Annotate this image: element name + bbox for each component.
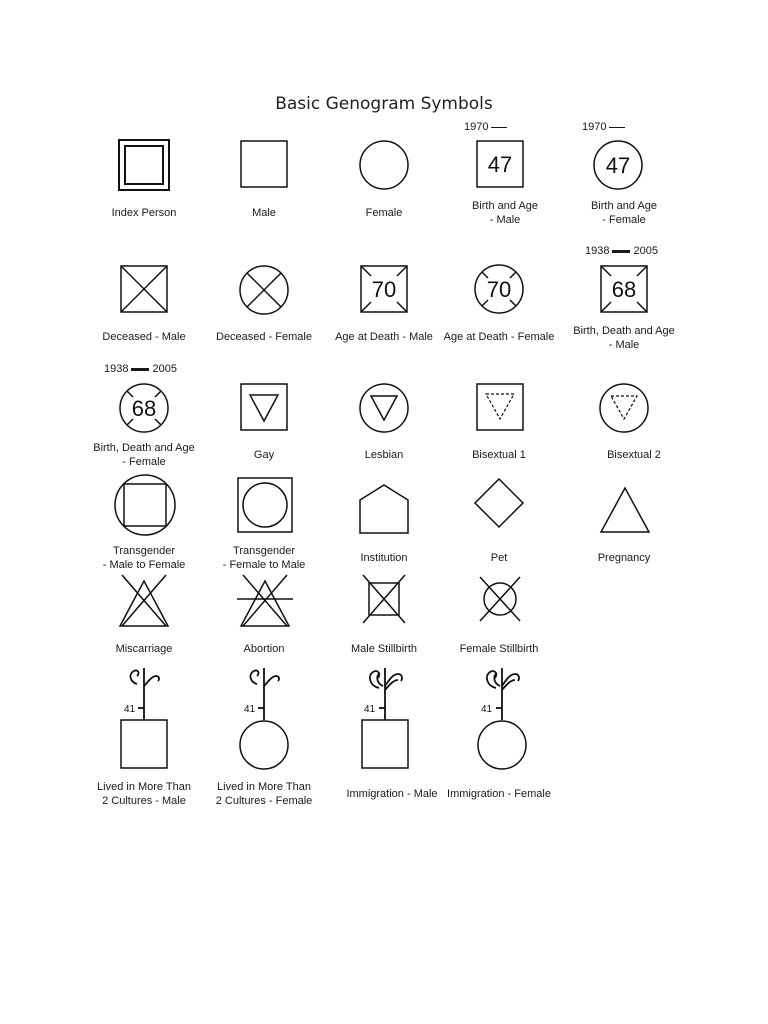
birth-year: 1938 <box>585 245 610 257</box>
cultures-male-label <box>79 780 209 808</box>
deceased-female-icon <box>239 265 289 315</box>
age-text: 41 <box>244 704 256 715</box>
cultures-male-icon <box>110 664 180 776</box>
page-title: Basic Genogram Symbols <box>275 94 493 114</box>
birth-year: 1970 <box>464 121 489 133</box>
immigration-male-icon <box>350 664 420 776</box>
male-square-icon <box>240 140 288 188</box>
label-line-2: - Male <box>608 339 640 351</box>
label-line-1: Lived in More Than <box>97 781 191 793</box>
female-label: Female <box>365 207 403 219</box>
birth-year-text <box>464 121 510 133</box>
birth-year: 1938 <box>104 363 129 375</box>
deceased-male-label: Deceased - Male <box>102 331 186 343</box>
pet-label: Pet <box>490 552 508 564</box>
deceased-male-icon <box>120 265 168 313</box>
birth-age-male-label <box>440 199 570 227</box>
age-text: 41 <box>364 704 376 715</box>
birth-death-age-male-label <box>559 324 689 352</box>
birth-year-text <box>582 121 628 133</box>
age-death-male-icon <box>360 265 408 313</box>
transgender-female-to-male-icon <box>237 477 293 533</box>
bisexual-2-icon <box>599 383 649 433</box>
cultures-female-label <box>199 780 329 808</box>
label-line-2: - Male <box>489 214 521 226</box>
death-year: 2005 <box>152 363 177 375</box>
age-death-female-icon <box>474 264 524 314</box>
miscarriage-label: Miscarriage <box>115 643 173 655</box>
label-line-1: Birth, Death and Age <box>93 442 195 454</box>
institution-label: Institution <box>360 552 408 564</box>
pregnancy-label: Pregnancy <box>597 552 651 564</box>
age-text: 41 <box>124 704 136 715</box>
immigration-female-label: Immigration - Female <box>447 788 551 800</box>
deceased-female-label: Deceased - Female <box>216 331 312 343</box>
female-circle-icon <box>359 140 409 190</box>
female-stillbirth-icon <box>477 573 523 625</box>
gay-label: Gay <box>253 449 275 461</box>
birth-age-female-icon <box>593 140 643 190</box>
age-number: 68 <box>131 396 157 421</box>
bisexual-1-label: Bisextual 1 <box>472 449 526 461</box>
label-line-1: Transgender <box>233 545 295 557</box>
label-line-2: - Female <box>602 214 646 226</box>
label-line-1: Birth, Death and Age <box>573 325 675 337</box>
lesbian-icon <box>359 383 409 433</box>
label-line-2: 2 Cultures - Male <box>102 795 186 807</box>
age-death-male-label: Age at Death - Male <box>335 331 433 343</box>
label-line-2: 2 Cultures - Female <box>215 795 313 807</box>
institution-icon <box>359 484 409 534</box>
label-line-1: Birth and Age <box>471 200 539 212</box>
age-number: 47 <box>487 152 513 177</box>
index-person-icon <box>118 139 170 191</box>
age-death-female-label: Age at Death - Female <box>443 331 555 343</box>
age-number: 70 <box>371 277 397 302</box>
male-label: Male <box>252 207 276 219</box>
pregnancy-icon <box>600 487 650 533</box>
female-stillbirth-label: Female Stillbirth <box>459 643 539 655</box>
label-line-2: - Male to Female <box>102 559 186 571</box>
cultures-female-icon <box>230 664 300 776</box>
bisexual-2-label: Bisextual 2 <box>607 449 661 461</box>
bisexual-1-icon <box>476 383 524 431</box>
age-text: 41 <box>481 704 493 715</box>
transgender-male-to-female-icon <box>114 474 176 536</box>
label-line-1: Lived in More Than <box>217 781 311 793</box>
abortion-icon <box>236 573 294 627</box>
birth-death-years-text <box>585 245 658 257</box>
transgender-female-to-male-label <box>199 544 329 572</box>
male-stillbirth-label: Male Stillbirth <box>350 643 418 655</box>
birth-age-male-icon <box>476 140 524 188</box>
miscarriage-icon <box>118 573 170 627</box>
pet-icon <box>474 478 524 528</box>
gay-icon <box>240 383 288 431</box>
male-stillbirth-icon <box>361 573 407 625</box>
index-person-label: Index Person <box>111 207 177 219</box>
immigration-female-icon <box>467 664 537 776</box>
birth-age-female-label <box>559 199 689 227</box>
abortion-label: Abortion <box>243 643 285 655</box>
birth-death-years-text <box>104 363 177 375</box>
birth-death-age-female-icon <box>119 383 169 433</box>
age-number: 68 <box>611 277 637 302</box>
death-year: 2005 <box>633 245 658 257</box>
label-line-2: - Female <box>122 456 166 468</box>
age-number: 70 <box>486 277 512 302</box>
label-line-1: Birth and Age <box>590 200 658 212</box>
transgender-male-to-female-label <box>79 544 209 572</box>
age-number: 47 <box>605 153 631 178</box>
label-line-1: Transgender <box>113 545 175 557</box>
birth-death-age-male-icon <box>600 265 648 313</box>
birth-death-age-female-label <box>79 441 209 469</box>
birth-year: 1970 <box>582 121 607 133</box>
lesbian-label: Lesbian <box>364 449 404 461</box>
label-line-2: - Female to Male <box>222 559 306 571</box>
immigration-male-label: Immigration - Male <box>346 788 438 800</box>
